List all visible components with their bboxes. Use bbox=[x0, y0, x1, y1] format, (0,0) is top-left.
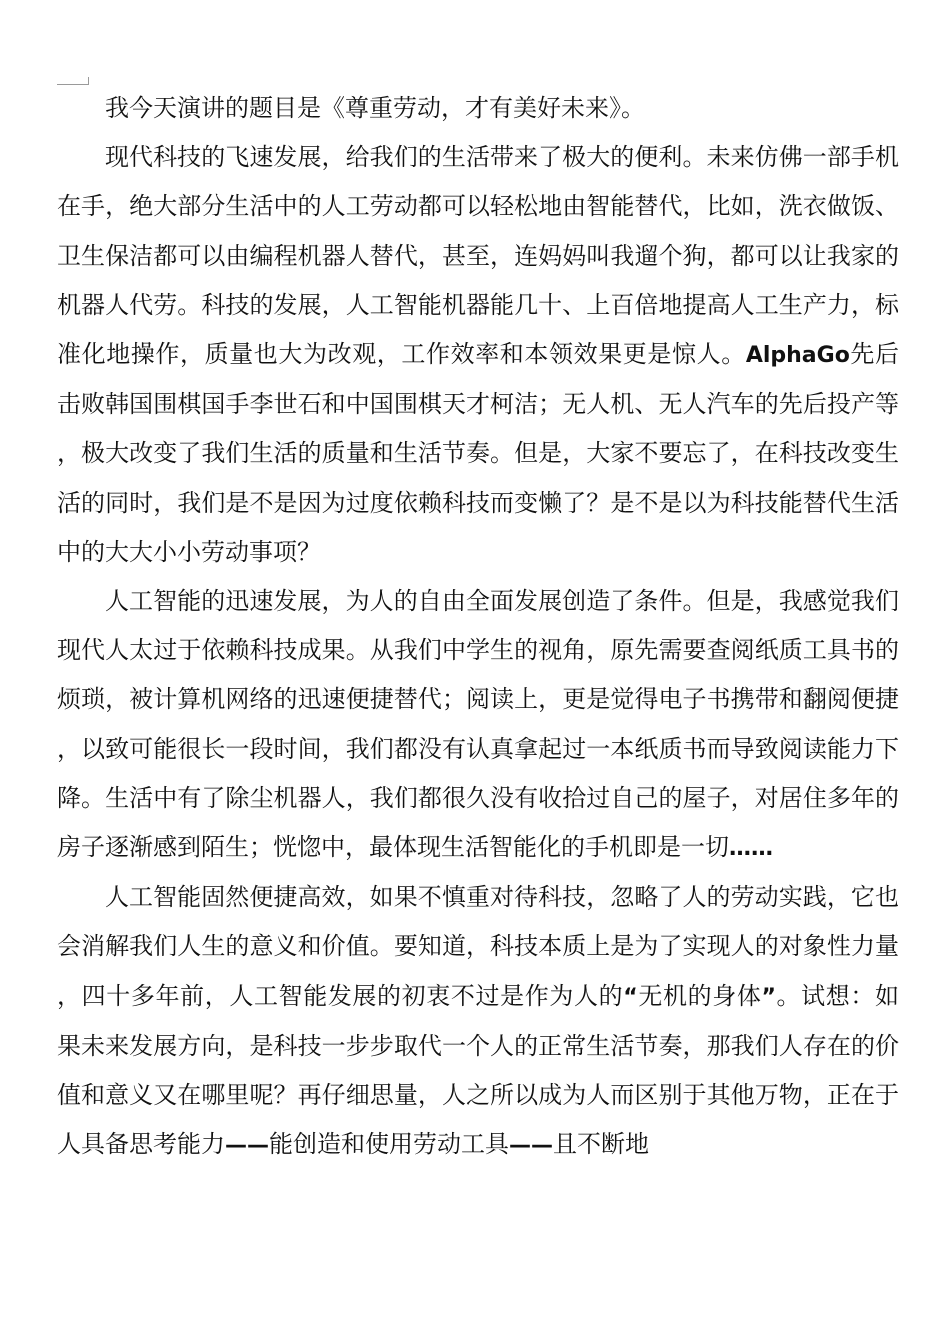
text-segment-close-quote: ” bbox=[761, 984, 776, 1010]
paragraph-technology bbox=[57, 133, 899, 577]
text-segment-ellipsis: …… bbox=[729, 836, 773, 862]
text-segment: 无机的身体 bbox=[637, 981, 762, 1010]
paragraph-ai-dependence bbox=[57, 577, 899, 873]
paragraph-title bbox=[57, 84, 899, 133]
text-segment-open-quote: “ bbox=[623, 984, 638, 1010]
text-segment-alphago: AlphaGo bbox=[745, 343, 850, 369]
text-segment: 先后击败韩国围棋国手李世石和中国围棋天才柯洁；无人机、无人汽车的先后投产等，极大改变了我们生活的质量和生活节奏。但是，大家不要忘了，在科技改变生活的同时，我们是不是因为过度依赖科技而变懒了？是不是以为科技能替代生活中的大大小小劳动事项？ bbox=[57, 340, 900, 566]
paragraph-value-of-labor bbox=[57, 873, 899, 1170]
text-segment: 人工智能的迅速发展，为人的自由全面发展创造了条件。但是，我感觉我们现代人太过于依赖科技成果。从我们中学生的视角，原先需要查阅纸质工具书的烦琐，被计算机网络的迅速便捷替代；阅读上，更是觉得电子书携带和翻阅便捷，以致可能很长一段时间，我们都没有认真拿起过一本纸质书而导致阅读能力下降。生活中有了除尘机器人，我们都很久没有收拾过自己的屋子，对居住多年的房子逐渐感到陌生；恍惚中，最体现生活智能化的手机即是一切 bbox=[57, 587, 899, 862]
text-segment: 人工智能固然便捷高效，如果不慎重对待科技，忽略了人的劳动实践，它也会消解我们人生的意义和价值。要知道，科技本质上是为了实现人的对象性力量，四十多年前，人工智能发展的初衷不过是作为人的 bbox=[57, 883, 899, 1010]
text-segment: 能创造和使用劳动工具 bbox=[269, 1130, 509, 1159]
document-body bbox=[57, 84, 899, 1170]
text-segment-dash: —— bbox=[225, 1133, 269, 1159]
text-segment-dash: —— bbox=[509, 1133, 553, 1159]
text-segment: 且不断地 bbox=[553, 1130, 649, 1159]
text-segment: 我今天演讲的题目是《尊重劳动，才有美好未来》。 bbox=[105, 94, 645, 122]
text-segment: 现代科技的飞速发展，给我们的生活带来了极大的便利。未来仿佛一部手机在手，绝大部分生活中的人工劳动都可以轻松地由智能替代，比如，洗衣做饭、卫生保洁都可以由编程机器人替代，甚至，连妈妈叫我遛个狗，都可以让我家的机器人代劳。科技的发展，人工智能机器能几十、上百倍地提高人工生产力，标准化地操作，质量也大为改观，工作效率和本领效果更是惊人。 bbox=[57, 143, 899, 369]
text-segment: 。试想：如果未来发展方向，是科技一步步取代一个人的正常生活节奏，那我们人存在的价值和意义又在哪里呢？再仔细思量，人之所以成为人而区别于其他万物，正在于人具备思考能力 bbox=[57, 981, 900, 1159]
